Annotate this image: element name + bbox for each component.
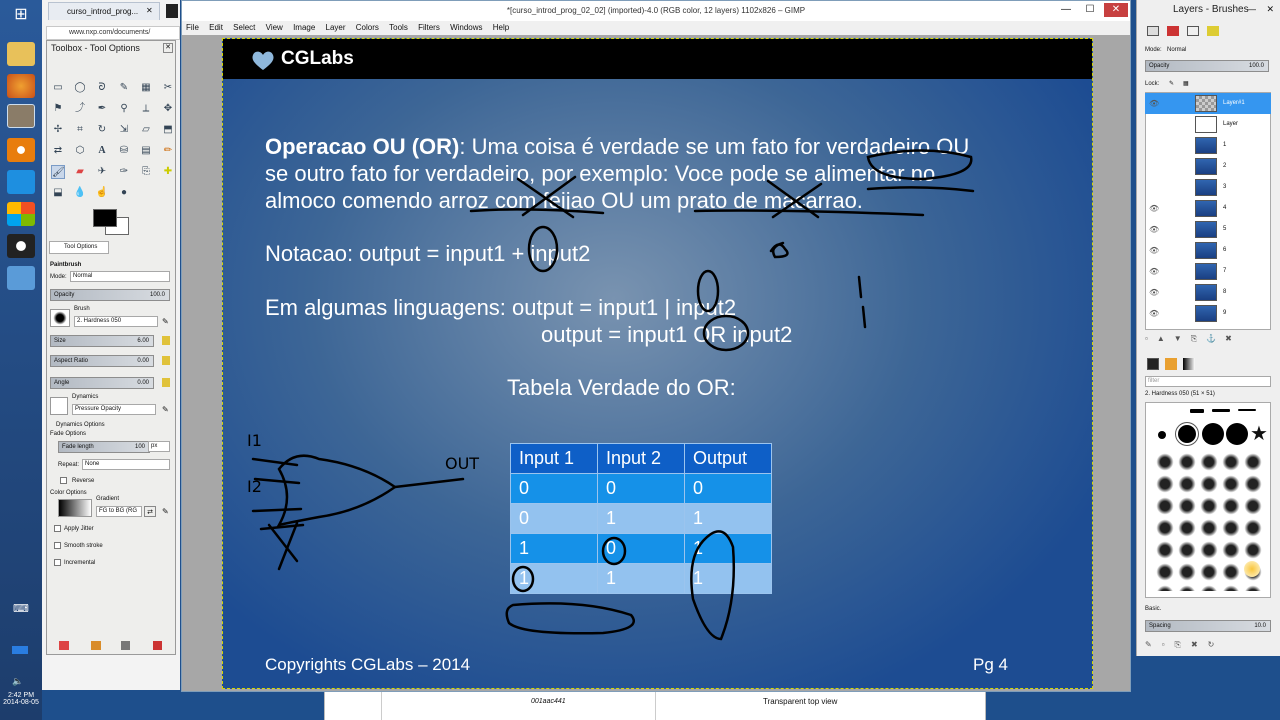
rotate-icon[interactable]: ↻ bbox=[97, 124, 107, 135]
brush-preview[interactable] bbox=[50, 309, 70, 327]
fade-unit-value: px bbox=[151, 443, 158, 449]
apply-jitter-label: Apply Jitter bbox=[64, 526, 94, 532]
dock-close-icon[interactable]: ✕ bbox=[1266, 4, 1274, 14]
layer-row[interactable] bbox=[1145, 177, 1271, 198]
heal-icon[interactable]: ✚ bbox=[163, 166, 173, 177]
layer-thumbnail bbox=[1195, 284, 1217, 301]
gradient-value: FG to BG (RG bbox=[99, 508, 138, 514]
perspective-icon[interactable]: ⬒ bbox=[163, 124, 173, 135]
brush-thumbnail[interactable] bbox=[1202, 423, 1224, 445]
menu-filters[interactable]: Filters bbox=[418, 23, 440, 32]
perspective-clone-icon[interactable]: ⬓ bbox=[53, 187, 63, 198]
menu-edit[interactable]: Edit bbox=[209, 23, 223, 32]
opacity-slider[interactable] bbox=[50, 289, 170, 301]
background-document bbox=[324, 692, 986, 720]
color-picker-icon[interactable]: ✒ bbox=[97, 103, 107, 114]
size-row bbox=[50, 335, 174, 347]
ink-icon[interactable]: ✑ bbox=[119, 166, 129, 177]
doc-caption: Transparent top view bbox=[763, 697, 838, 706]
repeat-label: Repeat: bbox=[58, 462, 80, 468]
tool-options-tab[interactable] bbox=[49, 241, 109, 254]
file-explorer-icon[interactable] bbox=[7, 42, 35, 66]
duplicate-layer-icon[interactable]: ⎘ bbox=[1190, 334, 1207, 343]
brush-thumbnail-selected[interactable] bbox=[1178, 425, 1196, 443]
reset-options-icon[interactable] bbox=[153, 641, 162, 650]
menu-tools[interactable]: Tools bbox=[389, 23, 408, 32]
brush-thumbnail[interactable] bbox=[1158, 431, 1166, 439]
layer-name: 2 bbox=[1223, 163, 1227, 169]
layer-name: Layer bbox=[1223, 121, 1239, 127]
repeat-row bbox=[50, 459, 174, 471]
browser-tab[interactable] bbox=[48, 2, 160, 20]
layer-name: 8 bbox=[1223, 289, 1227, 295]
cglabs-logo bbox=[251, 47, 354, 73]
table-cell: 1 bbox=[685, 504, 772, 534]
eye-icon[interactable]: 👁 bbox=[1149, 225, 1160, 234]
footer-copyright: Copyrights CGLabs – 2014 bbox=[265, 655, 471, 674]
hand-output-label: OUT bbox=[445, 454, 480, 473]
gimp-image-window bbox=[181, 0, 1131, 692]
fade-unit-dropdown[interactable] bbox=[148, 441, 170, 452]
table-cell: 0 bbox=[511, 504, 598, 534]
spacing-value: 10.0 bbox=[1254, 623, 1266, 629]
or-definition-line1 bbox=[265, 133, 969, 160]
smooth-stroke-row[interactable] bbox=[50, 540, 174, 552]
keyboard-icon[interactable]: ⌨ bbox=[13, 603, 29, 615]
brush-row bbox=[50, 307, 174, 331]
layer-row[interactable] bbox=[1145, 219, 1271, 240]
address-bar[interactable] bbox=[46, 26, 180, 40]
network-icon[interactable] bbox=[12, 646, 28, 654]
brush-name-label: 2. Hardness 050 (51 × 51) bbox=[1145, 391, 1215, 397]
size-reset-icon[interactable] bbox=[162, 336, 170, 345]
header-input1: Input 1 bbox=[511, 444, 598, 474]
table-row bbox=[511, 534, 772, 564]
layer-row[interactable] bbox=[1145, 261, 1271, 282]
aspect-slider[interactable] bbox=[50, 355, 154, 367]
firefox-icon[interactable] bbox=[7, 74, 35, 98]
gradient-label: Gradient bbox=[96, 496, 120, 502]
blend-icon[interactable]: ▤ bbox=[141, 145, 151, 156]
layer-name: 3 bbox=[1223, 184, 1227, 190]
anchor-layer-icon[interactable]: ⚓ bbox=[1206, 334, 1226, 343]
patterns-tab-icon[interactable] bbox=[1165, 358, 1177, 370]
hand-input1-label: I1 bbox=[247, 431, 262, 450]
fade-length-slider[interactable] bbox=[58, 441, 150, 453]
edit-dynamics-icon[interactable]: ✎ bbox=[162, 405, 169, 414]
mode-value: Normal bbox=[73, 273, 93, 279]
brush-tag-label: Basic. bbox=[1145, 606, 1162, 612]
layer-thumbnail bbox=[1195, 158, 1217, 175]
table-cell: 0 bbox=[598, 474, 685, 504]
incremental-label: Incremental bbox=[64, 560, 96, 566]
paths-tab-icon[interactable] bbox=[1187, 26, 1199, 36]
aspect-label: Aspect Ratio bbox=[54, 358, 89, 364]
menu-help[interactable]: Help bbox=[492, 23, 510, 32]
close-icon[interactable]: ✕ bbox=[163, 43, 173, 53]
blender-icon[interactable] bbox=[7, 138, 35, 162]
layer-name: 9 bbox=[1223, 310, 1227, 316]
eye-icon[interactable]: 👁 bbox=[1149, 309, 1160, 318]
smooth-stroke-checkbox[interactable] bbox=[54, 542, 61, 549]
gradient-preview[interactable] bbox=[58, 499, 92, 517]
paths-icon[interactable]: ⤴ bbox=[75, 103, 85, 114]
pencil-icon[interactable]: ✏ bbox=[163, 145, 173, 156]
close-window-icon[interactable]: ✕ bbox=[1104, 3, 1128, 17]
aspect-value: 0.00 bbox=[137, 358, 149, 364]
flip-icon[interactable]: ⇄ bbox=[53, 145, 63, 156]
minimize-icon[interactable]: — bbox=[1061, 4, 1071, 15]
table-cell: 1 bbox=[511, 564, 598, 594]
window-title: *[curso_introd_prog_02_02] (imported)-4.0 (RGB color, 12 layers) 1102x826 – GIMP bbox=[182, 1, 1130, 21]
eye-icon[interactable]: 👁 bbox=[1149, 267, 1160, 276]
table-cell: 1 bbox=[511, 534, 598, 564]
foreground-color-swatch-front bbox=[93, 209, 117, 227]
table-cell: 0 bbox=[598, 534, 685, 564]
delete-layer-icon[interactable]: ✖ bbox=[1225, 334, 1241, 343]
restore-options-icon[interactable] bbox=[91, 641, 101, 650]
repeat-dropdown[interactable] bbox=[82, 459, 170, 470]
menu-file[interactable]: File bbox=[186, 23, 199, 32]
paintbrush-icon[interactable]: 🖌 bbox=[52, 167, 65, 178]
layer-row[interactable] bbox=[1145, 282, 1271, 303]
brush-value: 2. Hardness 050 bbox=[77, 318, 122, 324]
maximize-icon[interactable]: ☐ bbox=[1085, 4, 1095, 15]
remote-desktop-icon[interactable] bbox=[7, 266, 35, 290]
truth-table-title: Tabela Verdade do OR: bbox=[507, 375, 736, 400]
notation-text: Notacao: output = input1 + input2 bbox=[265, 241, 591, 266]
steam-icon[interactable] bbox=[7, 234, 35, 258]
dynamics-value: Pressure Opacity bbox=[75, 406, 122, 412]
layer-thumbnail bbox=[1195, 179, 1217, 196]
or-definition-line1-rest: : Uma coisa é verdade se um fato for verdadeiro OU bbox=[459, 134, 970, 159]
align-icon[interactable]: ✢ bbox=[53, 124, 63, 135]
menu-view[interactable]: View bbox=[265, 23, 283, 32]
dodge-burn-icon[interactable]: ● bbox=[120, 187, 128, 198]
delete-options-icon[interactable] bbox=[121, 641, 130, 650]
lock-pixels-icon[interactable]: ✎ bbox=[1169, 81, 1175, 87]
brush-thumbnail[interactable] bbox=[1226, 423, 1248, 445]
blur-icon[interactable]: 💧 bbox=[73, 187, 87, 198]
slide-canvas[interactable] bbox=[222, 38, 1093, 689]
angle-row bbox=[50, 377, 174, 389]
table-cell: 0 bbox=[511, 474, 598, 504]
lock-row bbox=[1145, 78, 1269, 90]
reverse-row[interactable] bbox=[50, 475, 174, 487]
truth-table-header bbox=[511, 444, 772, 474]
doc-code: 001aac441 bbox=[531, 698, 566, 705]
channels-tab-icon[interactable] bbox=[1167, 26, 1179, 36]
measure-icon[interactable]: ⟂ bbox=[142, 103, 150, 114]
duplicate-brush-icon[interactable]: ⎘ bbox=[1174, 640, 1191, 649]
aspect-row bbox=[50, 355, 174, 367]
clock-time: 2:42 PM bbox=[7, 692, 35, 699]
brush-field[interactable] bbox=[74, 316, 158, 327]
reverse-gradient-icon[interactable]: ⇄ bbox=[144, 506, 156, 517]
tab-label: curso_introd_prog... bbox=[67, 7, 139, 16]
scale-icon[interactable]: ⇲ bbox=[119, 124, 129, 135]
layer-mode-value[interactable]: Normal bbox=[1167, 47, 1187, 53]
layer-thumbnail bbox=[1195, 200, 1217, 217]
text-icon[interactable]: A bbox=[98, 145, 106, 156]
incremental-row[interactable] bbox=[50, 557, 174, 569]
delete-brush-icon[interactable]: ✖ bbox=[1190, 640, 1208, 649]
toolbox-title: Toolbox - Tool Options bbox=[51, 43, 140, 53]
menu-image[interactable]: Image bbox=[293, 23, 316, 32]
apply-jitter-checkbox[interactable] bbox=[54, 525, 61, 532]
tab-close-icon[interactable]: ✕ bbox=[146, 6, 153, 15]
volume-icon[interactable]: 🔈 bbox=[12, 676, 24, 686]
dynamics-field[interactable] bbox=[72, 404, 156, 415]
new-tab-icon[interactable] bbox=[166, 4, 178, 18]
office-icon[interactable] bbox=[7, 202, 35, 226]
opacity-value: 100.0 bbox=[149, 292, 165, 298]
layer-mode-row bbox=[1145, 44, 1269, 56]
aspect-reset-icon[interactable] bbox=[162, 356, 170, 365]
header-input2: Input 2 bbox=[598, 444, 685, 474]
dynamics-label: Dynamics bbox=[72, 394, 99, 400]
rect-select-icon[interactable]: ▭ bbox=[53, 82, 63, 93]
clock[interactable] bbox=[0, 692, 42, 706]
layer-thumbnail bbox=[1195, 305, 1217, 322]
color-select-icon[interactable]: ▦ bbox=[141, 82, 151, 93]
layers-toolbar bbox=[1145, 334, 1271, 346]
color-options-label: Color Options bbox=[50, 490, 87, 496]
edit-brush-icon[interactable]: ✎ bbox=[162, 317, 169, 326]
layer-mode-label: Mode: bbox=[1145, 47, 1162, 53]
start-icon[interactable]: ⊞ bbox=[14, 6, 28, 23]
layer-name: 6 bbox=[1223, 247, 1227, 253]
brush-filter-input[interactable] bbox=[1145, 376, 1271, 387]
dock-minimize-icon[interactable]: — bbox=[1247, 4, 1256, 14]
fade-length-label: Fade length bbox=[62, 444, 94, 450]
layer-opacity-label: Opacity bbox=[1149, 63, 1170, 69]
brushes-toolbar bbox=[1145, 640, 1271, 652]
clock-date: 2014-08-05 bbox=[3, 699, 39, 706]
smooth-stroke-label: Smooth stroke bbox=[64, 543, 103, 549]
raise-layer-icon[interactable]: ▲ bbox=[1156, 334, 1174, 343]
layer-name: 5 bbox=[1223, 226, 1227, 232]
eye-icon[interactable]: 👁 bbox=[1149, 288, 1160, 297]
foreground-select-icon[interactable]: ⚑ bbox=[53, 103, 63, 114]
clone-icon[interactable]: ⎘ bbox=[142, 166, 150, 177]
layers-brushes-dock bbox=[1136, 0, 1280, 656]
doc-divider bbox=[655, 692, 656, 720]
brush-label: Brush bbox=[74, 306, 90, 312]
dynamics-row bbox=[50, 395, 174, 419]
layer-row[interactable] bbox=[1145, 198, 1271, 219]
star-brush-icon[interactable]: ★ bbox=[1250, 423, 1268, 445]
mode-row bbox=[50, 271, 174, 283]
scissors-icon[interactable]: ✂ bbox=[163, 82, 173, 93]
move-icon[interactable]: ✥ bbox=[163, 103, 173, 114]
table-cell: 1 bbox=[685, 564, 772, 594]
eye-icon[interactable]: 👁 bbox=[1149, 246, 1160, 255]
gradient-row bbox=[50, 497, 174, 521]
airbrush-icon[interactable]: ✈ bbox=[97, 166, 107, 177]
layer-name: 7 bbox=[1223, 268, 1227, 274]
languages-line2: output = input1 OR input2 bbox=[541, 322, 793, 347]
layer-thumbnail bbox=[1195, 242, 1217, 259]
layer-opacity-slider[interactable] bbox=[1145, 60, 1269, 72]
eraser-icon[interactable]: ▰ bbox=[76, 166, 84, 177]
toolbox-window bbox=[46, 40, 176, 655]
menu-colors[interactable]: Colors bbox=[355, 23, 379, 32]
new-brush-icon[interactable]: ▫ bbox=[1161, 640, 1175, 649]
app-icon[interactable] bbox=[7, 170, 35, 194]
opacity-row bbox=[50, 289, 174, 301]
menu-windows[interactable]: Windows bbox=[450, 23, 483, 32]
menu-layer[interactable]: Layer bbox=[325, 23, 346, 32]
size-value: 6.00 bbox=[137, 338, 149, 344]
gradients-tab-icon[interactable] bbox=[1183, 358, 1195, 370]
cglabs-logo-text: CGLabs bbox=[281, 48, 354, 69]
eye-icon[interactable]: 👁 bbox=[1149, 99, 1160, 108]
layer-thumbnail bbox=[1195, 221, 1217, 238]
gimp-icon[interactable] bbox=[7, 104, 35, 128]
new-layer-icon[interactable]: ▫ bbox=[1145, 334, 1157, 343]
spacing-slider[interactable] bbox=[1145, 620, 1271, 632]
angle-label: Angle bbox=[54, 380, 70, 386]
incremental-checkbox[interactable] bbox=[54, 559, 61, 566]
repeat-value: None bbox=[85, 461, 100, 467]
brush-thumbnail[interactable] bbox=[1244, 561, 1260, 577]
fade-length-value: 100 bbox=[134, 444, 145, 450]
canvas-area[interactable] bbox=[182, 35, 1130, 691]
lower-layer-icon[interactable]: ▼ bbox=[1173, 334, 1191, 343]
dynamics-preview[interactable] bbox=[50, 397, 68, 415]
table-row bbox=[511, 504, 772, 534]
spacing-label: Spacing bbox=[1149, 623, 1171, 629]
dynamics-options-label: Dynamics Options bbox=[56, 422, 105, 428]
opacity-label: Opacity bbox=[54, 292, 75, 298]
lock-alpha-icon[interactable]: ▦ bbox=[1183, 81, 1189, 87]
reverse-checkbox[interactable] bbox=[60, 477, 67, 484]
layer-row[interactable] bbox=[1145, 156, 1271, 177]
tool-options-tab-label: Tool Options bbox=[64, 244, 98, 250]
save-options-icon[interactable] bbox=[59, 641, 69, 650]
brushes-tab-icon[interactable] bbox=[1147, 358, 1159, 370]
layer-row[interactable] bbox=[1145, 135, 1271, 156]
doc-divider bbox=[381, 692, 382, 720]
edit-gradient-icon[interactable]: ✎ bbox=[162, 507, 169, 516]
size-slider[interactable] bbox=[50, 335, 154, 347]
layer-name: 4 bbox=[1223, 205, 1227, 211]
ellipse-select-icon[interactable]: ◯ bbox=[74, 82, 86, 93]
layer-thumbnail bbox=[1195, 137, 1217, 154]
layer-name: Layer#1 bbox=[1223, 100, 1245, 106]
brush-thumbnail[interactable] bbox=[1190, 409, 1204, 413]
or-definition-line3: almoco comendo arroz com feijao OU um prato de macarrao. bbox=[265, 188, 863, 213]
layer-row[interactable] bbox=[1145, 114, 1271, 135]
table-row bbox=[511, 474, 772, 504]
layer-thumbnail bbox=[1195, 116, 1217, 133]
fade-options-label: Fade Options bbox=[50, 431, 87, 437]
reverse-label: Reverse bbox=[72, 478, 95, 484]
truth-table bbox=[510, 443, 772, 594]
gradient-field[interactable] bbox=[96, 506, 142, 517]
or-definition-title: Operacao OU (OR) bbox=[265, 134, 460, 159]
smudge-icon[interactable]: ☝ bbox=[95, 187, 109, 198]
edit-brush-icon[interactable]: ✎ bbox=[1145, 640, 1162, 649]
free-select-icon[interactable]: ᘐ bbox=[98, 82, 106, 93]
or-definition-line2: se outro fato for verdadeiro, por exemplo: Voce pode se alimentar no bbox=[265, 161, 936, 186]
table-cell: 1 bbox=[598, 564, 685, 594]
table-cell: 1 bbox=[598, 504, 685, 534]
footer-page: Pg 4 bbox=[973, 655, 1008, 674]
table-cell: 1 bbox=[685, 534, 772, 564]
bucket-fill-icon[interactable]: ⛁ bbox=[119, 145, 129, 156]
windows-taskbar bbox=[0, 0, 42, 720]
crop-icon[interactable]: ⌗ bbox=[77, 124, 83, 135]
table-cell: 0 bbox=[685, 474, 772, 504]
brush-grid[interactable] bbox=[1145, 402, 1271, 598]
brush-thumbnail[interactable] bbox=[1212, 409, 1230, 412]
lock-label: Lock: bbox=[1145, 81, 1160, 87]
cage-icon[interactable]: ⬡ bbox=[75, 145, 85, 156]
angle-slider[interactable] bbox=[50, 377, 154, 389]
layer-row[interactable] bbox=[1145, 240, 1271, 261]
address-url: www.nxp.com/documents/ bbox=[69, 29, 151, 36]
brush-filter-text: filter bbox=[1148, 378, 1160, 384]
mode-label: Mode: bbox=[50, 274, 67, 280]
layer-row[interactable] bbox=[1145, 303, 1271, 324]
table-row bbox=[511, 564, 772, 594]
fade-length-row bbox=[50, 441, 174, 453]
refresh-brushes-icon[interactable]: ↻ bbox=[1207, 640, 1225, 649]
layers-tab-icon[interactable] bbox=[1147, 26, 1159, 36]
brush-thumbnail[interactable] bbox=[1238, 409, 1256, 411]
languages-line1: Em algumas linguagens: output = input1 | input2 bbox=[265, 295, 737, 320]
size-label: Size bbox=[54, 338, 66, 344]
layer-thumbnail bbox=[1195, 263, 1217, 280]
hand-input2-label: I2 bbox=[247, 477, 262, 496]
angle-reset-icon[interactable] bbox=[162, 378, 170, 387]
header-output: Output bbox=[685, 444, 772, 474]
menu-bar bbox=[182, 21, 1130, 35]
fuzzy-select-icon[interactable]: ✎ bbox=[119, 82, 129, 93]
tool-name: Paintbrush bbox=[50, 262, 82, 268]
layer-opacity-value: 100.0 bbox=[1248, 63, 1264, 69]
menu-select[interactable]: Select bbox=[233, 23, 256, 32]
angle-value: 0.00 bbox=[137, 380, 149, 386]
shear-icon[interactable]: ▱ bbox=[142, 124, 150, 135]
layer-name: 1 bbox=[1223, 142, 1227, 148]
apply-jitter-row[interactable] bbox=[50, 523, 174, 535]
zoom-icon[interactable]: ⚲ bbox=[120, 103, 128, 114]
eye-icon[interactable]: 👁 bbox=[1149, 204, 1160, 213]
undo-tab-icon[interactable] bbox=[1207, 26, 1219, 36]
dock-title: Layers - Brushes bbox=[1173, 4, 1249, 15]
mode-dropdown[interactable] bbox=[70, 271, 170, 282]
layer-row-selected[interactable] bbox=[1145, 93, 1271, 114]
layer-thumbnail bbox=[1195, 95, 1217, 112]
cglabs-logo-icon bbox=[251, 49, 275, 71]
